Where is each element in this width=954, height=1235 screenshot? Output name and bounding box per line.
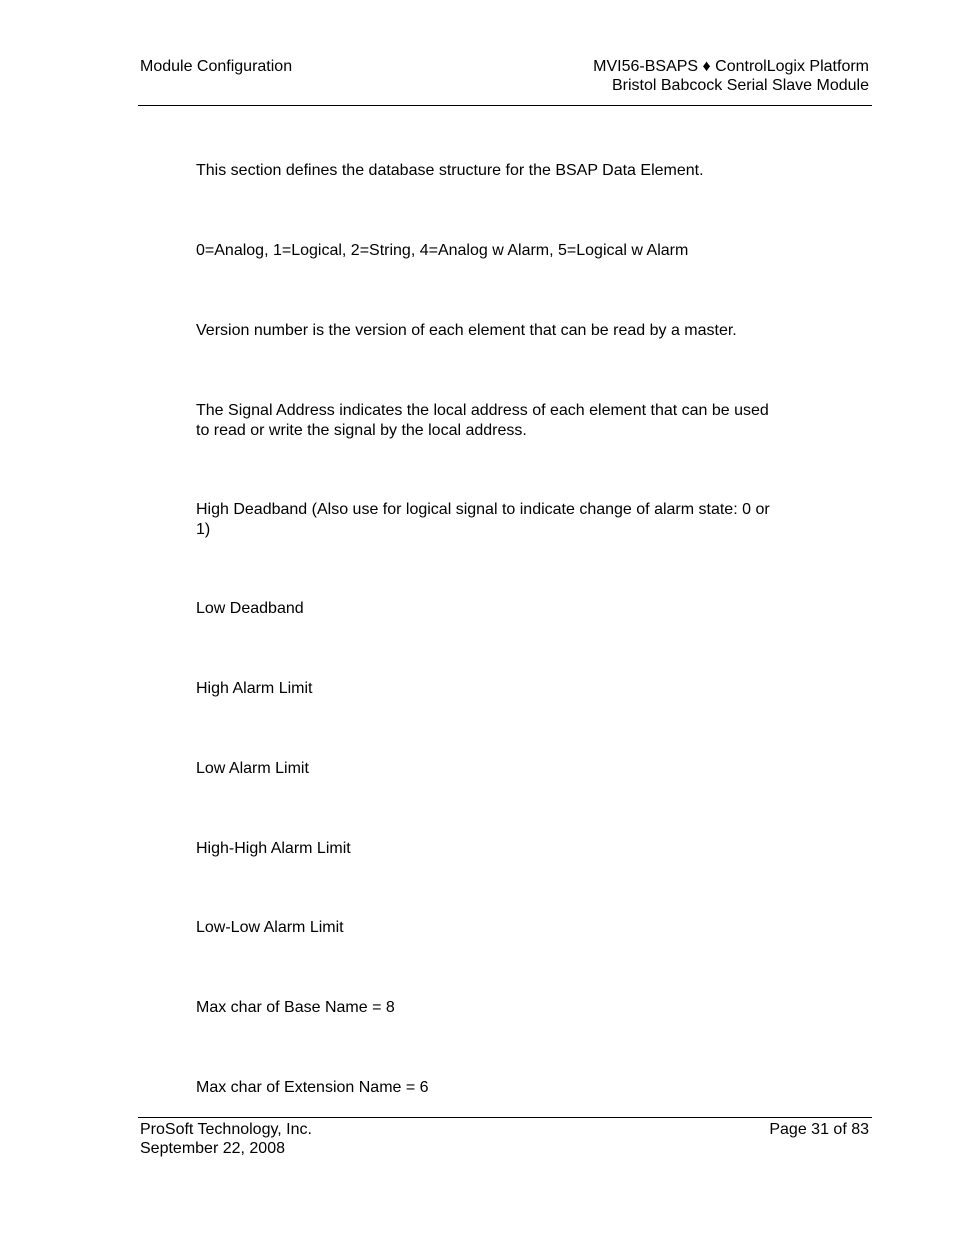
paragraph-high-deadband — [196, 500, 818, 540]
footer-page-number: Page 31 of 83 — [769, 1121, 869, 1138]
footer-divider — [138, 1117, 872, 1118]
paragraph-element-types: 0=Analog, 1=Logical, 2=String, 4=Analog w Alarm, 5=Logical w Alarm — [196, 242, 689, 259]
header-divider — [138, 105, 872, 106]
paragraph-low-low-alarm-limit: Low-Low Alarm Limit — [196, 919, 344, 936]
paragraph-base-name-max: Max char of Base Name = 8 — [196, 999, 395, 1016]
header-product-line1: MVI56-BSAPS ♦ ControlLogix Platform — [593, 58, 869, 75]
paragraph-signal-address — [196, 401, 818, 441]
footer-company: ProSoft Technology, Inc. — [140, 1121, 312, 1138]
footer-date: September 22, 2008 — [140, 1140, 285, 1157]
paragraph-database-structure: This section defines the database structure for the BSAP Data Element. — [196, 162, 704, 179]
header-product-title — [593, 57, 869, 95]
footer-publisher — [140, 1120, 312, 1158]
paragraph-low-deadband: Low Deadband — [196, 600, 304, 617]
header-section-title: Module Configuration — [140, 58, 293, 75]
header-product-line2: Bristol Babcock Serial Slave Module — [611, 77, 869, 94]
paragraph-high-deadband-line1: High Deadband (Also use for logical signal to indicate change of alarm state: 0 or — [196, 501, 770, 518]
paragraph-signal-address-line1: The Signal Address indicates the local address of each element that can be used — [196, 402, 769, 419]
paragraph-high-deadband-line2: 1) — [196, 521, 211, 538]
paragraph-signal-address-line2: to read or write the signal by the local address. — [196, 422, 527, 439]
paragraph-version-number: Version number is the version of each element that can be read by a master. — [196, 322, 737, 339]
paragraph-low-alarm-limit: Low Alarm Limit — [196, 760, 309, 777]
paragraph-extension-name-max: Max char of Extension Name = 6 — [196, 1079, 429, 1096]
paragraph-high-high-alarm-limit: High-High Alarm Limit — [196, 840, 351, 857]
paragraph-high-alarm-limit: High Alarm Limit — [196, 680, 313, 697]
